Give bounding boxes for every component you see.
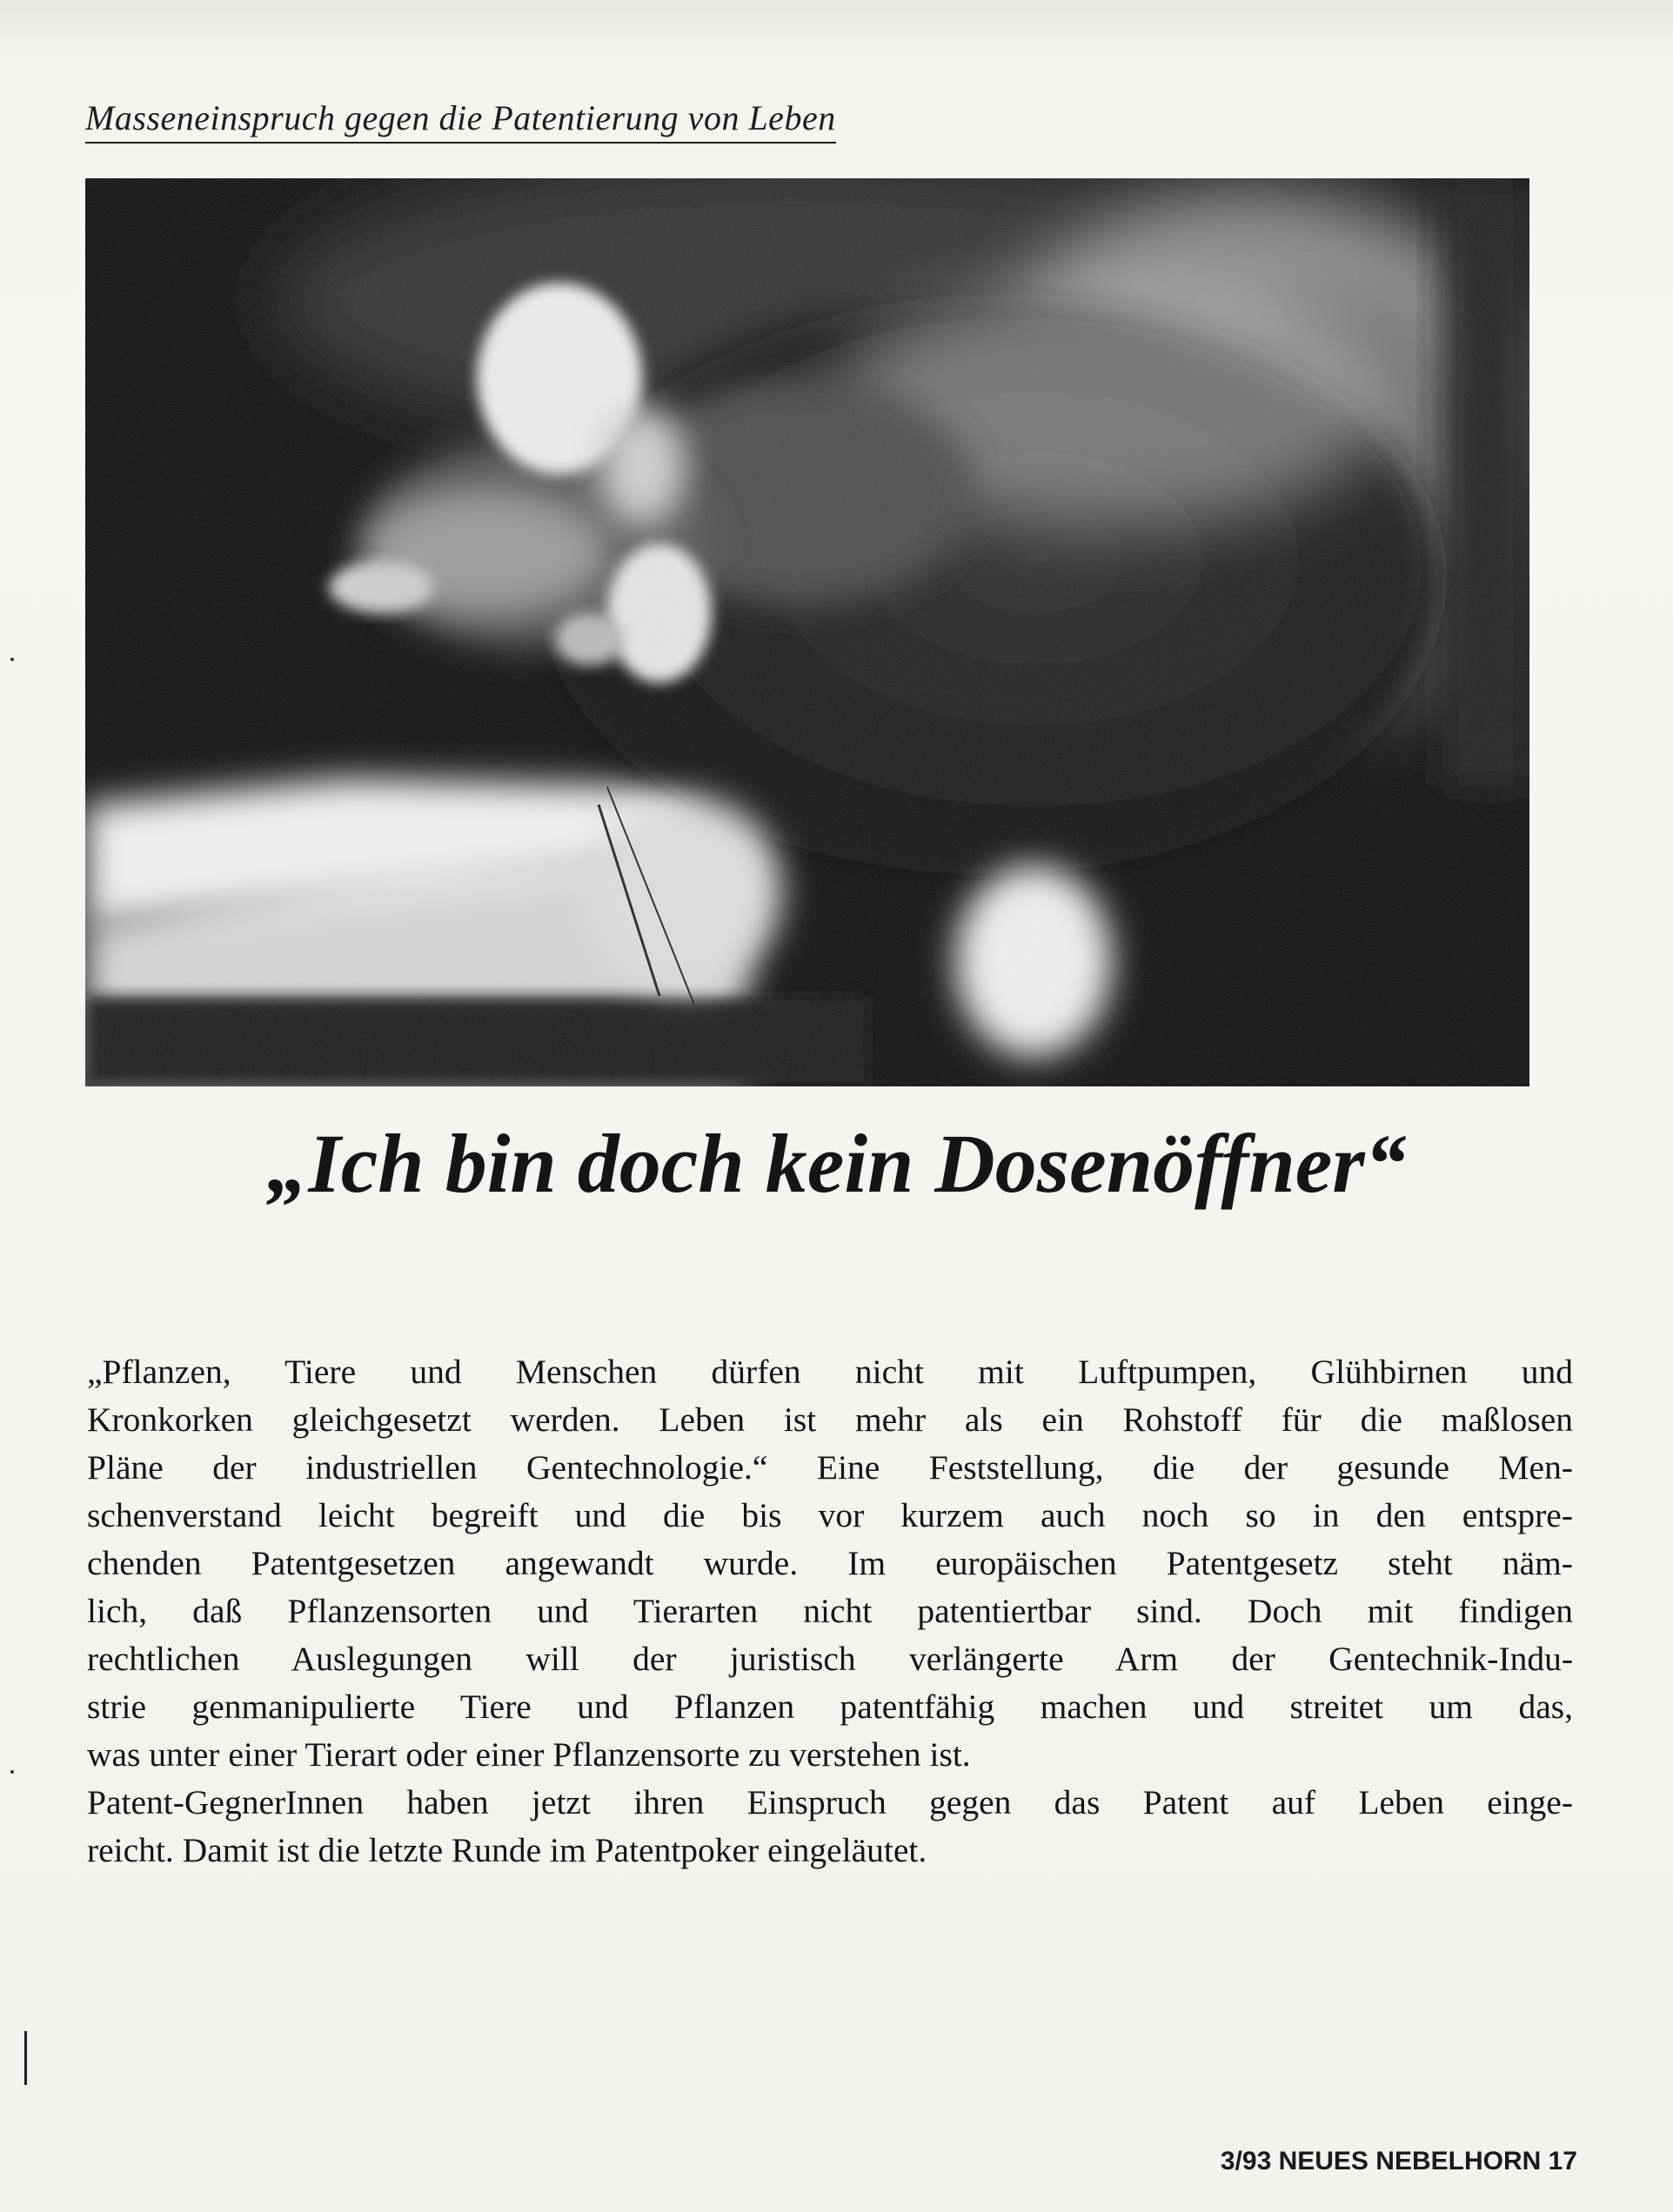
- mouse-photo-illustration: [85, 178, 1529, 1086]
- article-kicker: Masseneinspruch gegen die Patentierung von Leben: [85, 97, 836, 144]
- body-line: chenden Patentgesetzen angewandt wurde. Im europäischen Patentgesetz steht näm-: [87, 1544, 1573, 1582]
- body-line: „Pflanzen, Tiere und Menschen dürfen nicht mit Luftpumpen, Glühbirnen und: [87, 1353, 1573, 1391]
- body-line: Kronkorken gleichgesetzt werden. Leben ist mehr als ein Rohstoff für die maßlosen: [87, 1400, 1573, 1439]
- page-footer-folio: 3/93 NEUES NEBELHORN 17: [1220, 2147, 1577, 2175]
- body-line: Patent-GegnerInnen haben jetzt ihren Einspruch gegen das Patent auf Leben einge-: [87, 1783, 1573, 1821]
- scan-margin-mark: [24, 2031, 27, 2085]
- article-headline: „Ich bin doch kein Dosenöffner“: [266, 1117, 1407, 1210]
- body-line: strie genmanipulierte Tiere und Pflanzen patentfähig machen und streitet um das,: [87, 1687, 1573, 1726]
- body-line: schenverstand leicht begreift und die bis vor kurzem auch noch so in den entspre-: [87, 1496, 1573, 1534]
- body-line: lich, daß Pflanzensorten und Tierarten nicht patentiertbar sind. Doch mit findigen: [87, 1592, 1573, 1630]
- body-line: rechtlichen Auslegungen will der juristisch verlängerte Arm der Gentechnik-Indu-: [87, 1640, 1573, 1678]
- article-photo: [85, 178, 1529, 1086]
- body-line: was unter einer Tierart oder einer Pflanzensorte zu verstehen ist.: [87, 1735, 971, 1774]
- article-body: [87, 1348, 1573, 1875]
- scan-speck: [10, 1770, 14, 1774]
- body-line: Pläne der industriellen Gentechnologie.“ Eine Feststellung, die der gesunde Men-: [87, 1448, 1573, 1487]
- scan-speck: [10, 658, 14, 661]
- body-line: reicht. Damit ist die letzte Runde im Patentpoker eingeläutet.: [87, 1831, 927, 1869]
